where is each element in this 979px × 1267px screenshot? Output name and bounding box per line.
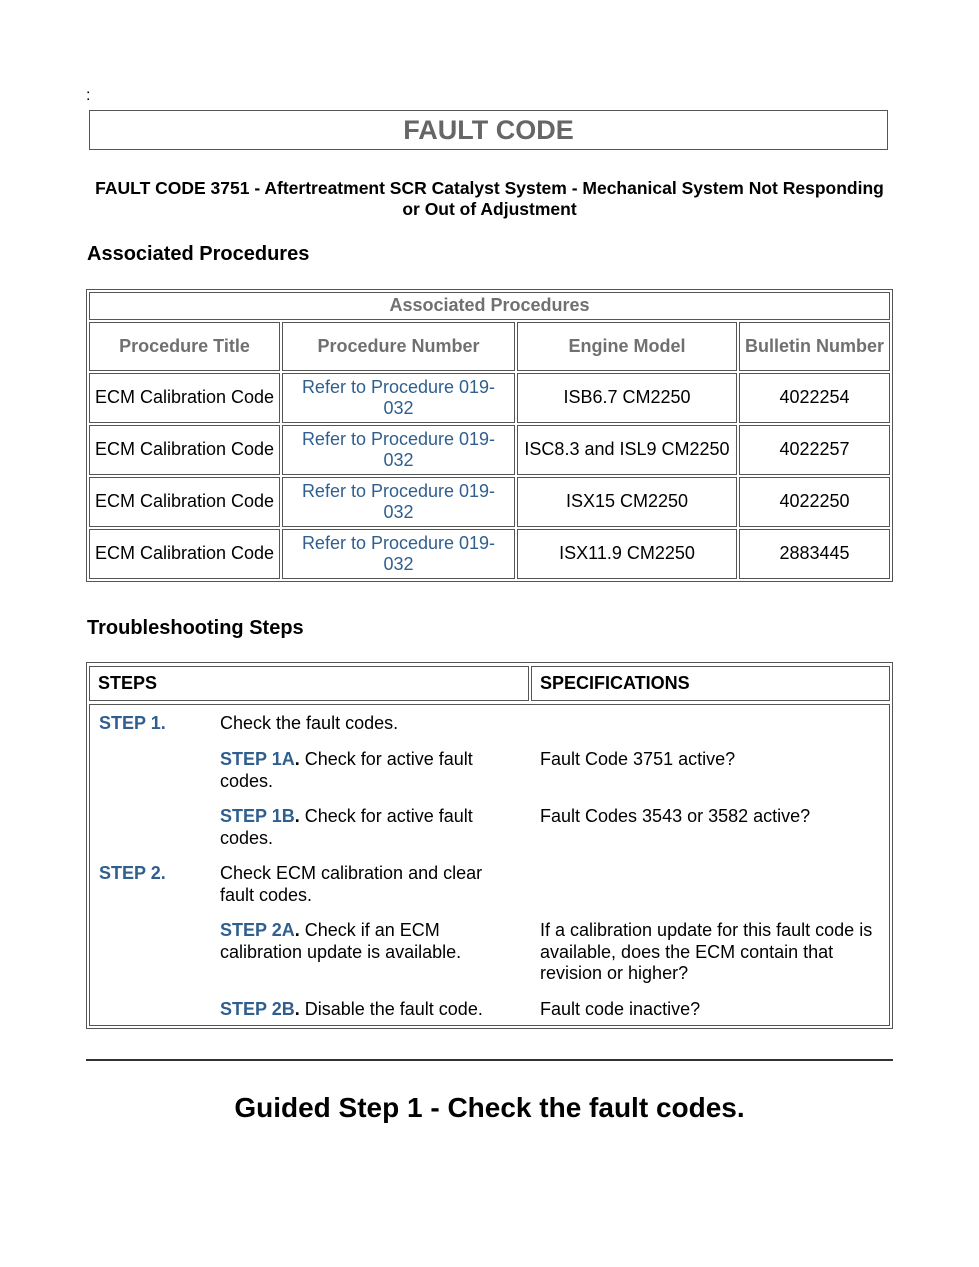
step-2b-separator: .	[294, 999, 300, 1019]
step-2a-description: Check if an ECM calibration update is available.	[220, 920, 462, 962]
step-1-text: Check the fault codes.	[220, 713, 399, 733]
engine-model-cell: ISB6.7 CM2250	[517, 373, 737, 423]
procedure-link[interactable]: Refer to Procedure 019-032	[282, 425, 515, 475]
table-row	[89, 529, 890, 579]
bulletin-number-cell: 4022250	[739, 477, 890, 527]
step-2b-text	[220, 999, 540, 1021]
procedure-title-cell: ECM Calibration Code	[89, 425, 280, 475]
table-row	[89, 373, 890, 423]
associated-procedures-heading: Associated Procedures	[87, 243, 310, 265]
step-1a-label[interactable]: STEP 1A	[220, 749, 295, 769]
procedure-link[interactable]: Refer to Procedure 019-032	[282, 373, 515, 423]
bulletin-number-cell: 4022257	[739, 425, 890, 475]
guided-step-heading: Guided Step 1 - Check the fault codes.	[234, 1092, 745, 1123]
step-1b-label[interactable]: STEP 1B	[220, 806, 295, 826]
procedure-link[interactable]: Refer to Procedure 019-032	[282, 529, 515, 579]
section-divider	[86, 1059, 893, 1061]
step-1b-description: Check for active fault codes.	[220, 806, 473, 848]
step-1a-specification: Fault Code 3751 active?	[540, 749, 736, 769]
steps-column-header: STEPS	[89, 666, 529, 701]
fault-code-banner: FAULT CODE	[89, 110, 888, 150]
step-2-text: Check ECM calibration and clear fault codes.	[220, 863, 483, 905]
step-1b-separator: .	[294, 806, 300, 826]
step-2b-label[interactable]: STEP 2B	[220, 999, 295, 1019]
troubleshooting-steps-heading: Troubleshooting Steps	[87, 617, 304, 639]
engine-model-cell: ISX15 CM2250	[517, 477, 737, 527]
troubleshooting-steps-table	[86, 662, 893, 1029]
table-caption: Associated Procedures	[89, 292, 890, 320]
specifications-column-header: SPECIFICATIONS	[531, 666, 890, 701]
associated-procedures-table	[86, 289, 893, 582]
column-header-procedure-title: Procedure Title	[89, 322, 280, 371]
step-1b-specification: Fault Codes 3543 or 3582 active?	[540, 806, 811, 826]
step-2a-label[interactable]: STEP 2A	[220, 920, 295, 940]
procedure-title-cell: ECM Calibration Code	[89, 477, 280, 527]
engine-model-cell: ISX11.9 CM2250	[517, 529, 737, 579]
colon-marker: :	[86, 87, 91, 104]
step-1a-separator: .	[294, 749, 300, 769]
column-header-procedure-number: Procedure Number	[282, 322, 515, 371]
column-header-bulletin-number: Bulletin Number	[739, 322, 890, 371]
step-1b-text	[220, 806, 520, 849]
step-2b-specification: Fault code inactive?	[540, 999, 701, 1019]
procedure-title-cell: ECM Calibration Code	[89, 373, 280, 423]
step-1-label[interactable]: STEP 1.	[99, 713, 166, 733]
step-2a-text	[220, 920, 520, 963]
bulletin-number-cell: 2883445	[739, 529, 890, 579]
bulletin-number-cell: 4022254	[739, 373, 890, 423]
fault-code-title: FAULT CODE 3751 - Aftertreatment SCR Catalyst System - Mechanical System Not Responding or Out of Adjustment	[95, 178, 884, 219]
step-2-label[interactable]: STEP 2.	[99, 863, 166, 883]
engine-model-cell: ISC8.3 and ISL9 CM2250	[517, 425, 737, 475]
procedure-title-cell: ECM Calibration Code	[89, 529, 280, 579]
steps-body	[89, 704, 890, 1026]
column-header-engine-model: Engine Model	[517, 322, 737, 371]
table-row	[89, 477, 890, 527]
step-2a-specification: If a calibration update for this fault code is available, does the ECM contain that revision or higher?	[540, 920, 873, 983]
step-2b-description: Disable the fault code.	[299, 999, 483, 1019]
step-1a-description: Check for active fault codes.	[220, 749, 473, 791]
step-2a-separator: .	[294, 920, 300, 940]
table-row	[89, 425, 890, 475]
procedure-link[interactable]: Refer to Procedure 019-032	[282, 477, 515, 527]
step-1a-text	[220, 749, 520, 792]
